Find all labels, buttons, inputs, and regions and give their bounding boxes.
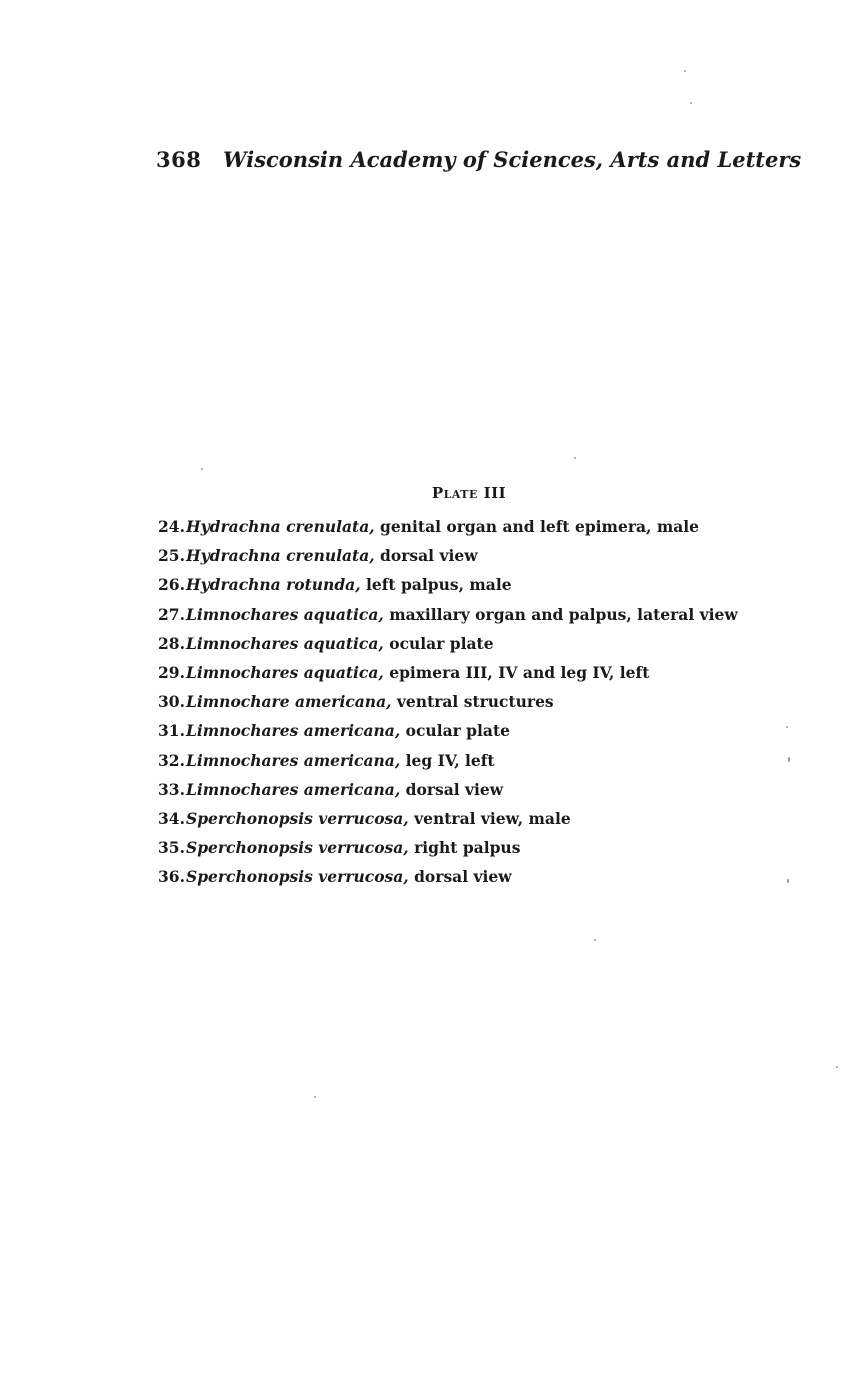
caption-species: Hydrachna crenulata, bbox=[186, 517, 375, 536]
scan-speck bbox=[690, 102, 692, 104]
caption-description: dorsal view bbox=[400, 779, 504, 799]
caption-number: 36. bbox=[158, 867, 185, 887]
caption-number: 30. bbox=[158, 692, 185, 712]
caption-description: genital organ and left epimera, male bbox=[374, 517, 700, 536]
caption-number: 26. bbox=[158, 575, 185, 595]
scan-speck bbox=[201, 468, 203, 470]
caption-species: Hydrachna crenulata, bbox=[186, 546, 375, 566]
caption-number: 31. bbox=[158, 721, 185, 741]
caption-number: 25. bbox=[158, 546, 185, 566]
caption-description: left palpus, male bbox=[360, 575, 512, 595]
caption-item bbox=[158, 632, 738, 661]
caption-item bbox=[158, 836, 738, 865]
scan-speck bbox=[788, 757, 790, 762]
caption-species: Limnochare americana, bbox=[186, 692, 392, 712]
caption-species: Limnochares americana, bbox=[186, 779, 401, 799]
caption-description: maxillary organ and palpus, lateral view bbox=[383, 604, 738, 624]
caption-description: ocular plate bbox=[400, 721, 510, 741]
caption-description: ventral structures bbox=[391, 692, 554, 712]
caption-species: Limnochares americana, bbox=[186, 721, 401, 741]
scan-speck bbox=[787, 879, 789, 883]
caption-description: leg IV, left bbox=[400, 750, 495, 770]
caption-number: 32. bbox=[158, 750, 185, 770]
caption-species: Sperchonopsis verrucosa, bbox=[186, 838, 409, 858]
caption-species: Limnochares americana, bbox=[186, 750, 401, 770]
caption-item bbox=[158, 573, 738, 602]
caption-species: Sperchonopsis verrucosa, bbox=[186, 867, 409, 887]
running-header bbox=[156, 147, 802, 177]
caption-item bbox=[158, 749, 738, 778]
caption-item bbox=[158, 865, 738, 894]
caption-item bbox=[158, 544, 738, 573]
caption-description: right palpus bbox=[408, 838, 521, 858]
caption-number: 27. bbox=[158, 604, 185, 624]
caption-description: ocular plate bbox=[383, 633, 494, 653]
caption-item bbox=[158, 778, 738, 807]
scan-speck bbox=[594, 939, 596, 941]
caption-number: 35. bbox=[158, 838, 185, 858]
scan-speck bbox=[836, 1066, 838, 1068]
caption-item bbox=[158, 603, 738, 632]
page-number: 368 bbox=[156, 147, 202, 172]
caption-species: Limnochares aquatica, bbox=[186, 604, 384, 624]
caption-item bbox=[158, 690, 738, 719]
caption-number: 24. bbox=[158, 517, 185, 536]
scan-speck bbox=[684, 70, 686, 72]
running-title: Wisconsin Academy of Sciences, Arts and Letters bbox=[223, 147, 802, 172]
caption-number: 28. bbox=[158, 633, 185, 653]
caption-item bbox=[158, 719, 738, 748]
plate-heading: Plate III bbox=[431, 484, 507, 502]
caption-species: Limnochares aquatica, bbox=[186, 662, 384, 682]
caption-description: ventral view, male bbox=[408, 808, 571, 828]
caption-description: epimera III, IV and leg IV, left bbox=[383, 662, 650, 682]
scan-speck bbox=[786, 726, 788, 728]
caption-number: 34. bbox=[158, 808, 185, 828]
scan-speck bbox=[574, 457, 576, 459]
caption-item bbox=[158, 515, 738, 544]
plate-caption-list bbox=[158, 515, 738, 894]
caption-species: Sperchonopsis verrucosa, bbox=[186, 808, 409, 828]
caption-item bbox=[158, 661, 738, 690]
scan-speck bbox=[314, 1096, 316, 1098]
caption-species: Limnochares aquatica, bbox=[186, 633, 384, 653]
caption-description: dorsal view bbox=[374, 546, 478, 566]
caption-species: Hydrachna rotunda, bbox=[186, 575, 361, 595]
caption-number: 33. bbox=[158, 779, 185, 799]
caption-description: dorsal view bbox=[408, 867, 512, 887]
caption-item bbox=[158, 807, 738, 836]
caption-number: 29. bbox=[158, 662, 185, 682]
